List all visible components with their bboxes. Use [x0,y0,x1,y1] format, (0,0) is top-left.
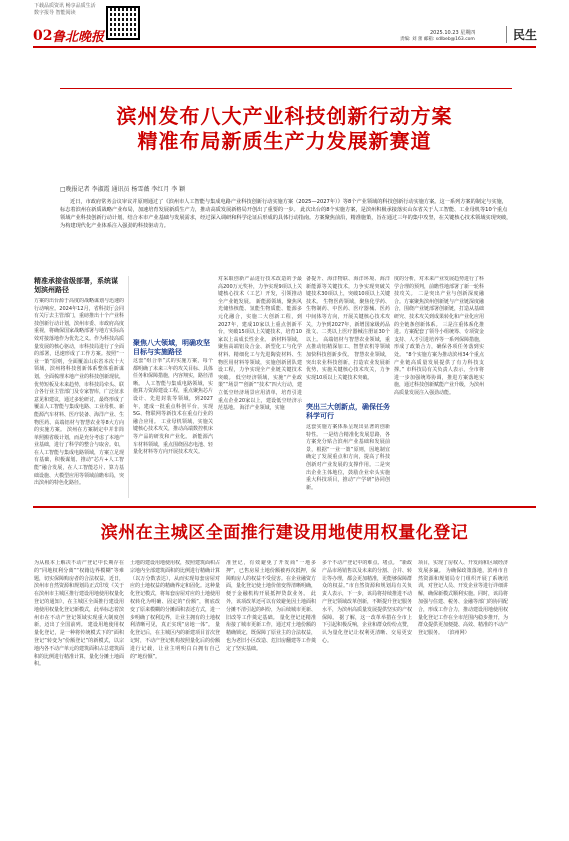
column-divider [128,276,129,498]
article1-subhead-2: 聚焦八大领域，明确攻坚目标与实施路径 [133,338,210,356]
header-rule [33,46,536,48]
article2-column-5: 项目，实现了房权人、开发商和区域经济发展多赢。 为确保政策落地，滨州市自然资源和规划局专门组织开展了系统培训，对登记人员、开发企业等进行详细讲解，确保新模式顺利实施。同时，该局将加强与住建、税务、金融等部门的协同配合，形成工作合力，推动建设用地使用权量化登记工作在全市范围内稳步推开，为群众提供更加便捷、高效、精准的不动产登记服务。 （滨州网） [418,560,508,637]
article1-column-4: 备提升、海洋物联、海洋环境、海洋新能源等关键技术，力争实现突破关键技术30项以上，突破10项以上关键技术。 生物医药领域，聚焦化学药、生物制药、中医药、医疗器械、医药中间体等方向，开展关键核心技术攻关，力争到2027年，新增国家级药品批文、二类以上医疗器械注册证30个以上。 高端铝材与智慧农业领域，重点推动铝精深加工、智慧农机等领域加快科技创新步伐。 智慧农业领域，突出农业科技创新，打造农业发展新优势，实施关键核心技术攻关，力争实现10项以上关键技术突破。 [306,276,390,381]
article2-column-2: 土地的建设用地使用权，按照建筑面积占宗地内全部建筑面积的比例进行精确计算（以万分数表达），从而实现每套房屋对应的土地权益的精确界定和固化。这种量化登记模式，将每套房屋对应的土地使用权转化为明确、固定的“份额”，彻底改变了原来模糊的分摊面积表述方式，进一步明确了权利边界，让业主拥有的土地权利清晰可见，真正实现“房地一体”。 量化登记后，在主城区内的新建项目首次登记时，不动产登记机构按照量化后的份额进行记载，让业主明明白白拥有自己的“地份额”。 [130,560,220,660]
article1-title-line2: 精准布局新质生产力发展新赛道 [137,129,432,153]
article1-column-5: 度的分析，对未来产业发展趋势进行了科学合理的预判，前瞻性地部署了新一轮科技攻关。 二是突出产业与创新深度融合。方案聚焦滨州创新链与产业链深度融合，围绕产业链部署创新链，打造从基础研究、技术攻关到成果转化和产业化应用的全链条创新体系。 三是注重体系化推进。方案配套了领导小组统筹、专项资金支持、人才引进培养等一系列保障措施，形成了政策合力，确保各项任务落到实处。 “8个实施方案为推动滨州34个重点产业链高质量发展提供了有力科技支撑。” 市科技局有关负责人表示，全市将进一步加强统筹协调，推进方案落地实施，通过科技创新赋能产业升级，为滨州高质量发展注入强劲动能。 [394,276,484,396]
qr-code-icon [106,6,140,40]
article1-byline: □晚报记者 李淑霞 通讯员 杨雪薇 李红月 李 颖 [60,186,186,193]
article1-column-1: 方案的出台源于高度的战略谋划与迅速的行动响应。2024年12月，省科技厅会同有关厅去主管部门，重磅推出十个产业科技创新行动计划，滨州市委、市政府高度重视，将确保国家战略部署与地方实际高效对接落地作为优先之义。作为科技高质量发展的核心驱动，市科技局进行了全面的部署，迅速形成了工作方案。按照“一业一策”原则，全面覆盖山东省本次十大领域，滨州将科技创新体系整体重新谋划，全面梳理本地产业的科技创新现状，优势短板及未来趋势，市科技局牵头、联合各行业主管部门及专家智库，广泛征求意见和建议，通过多轮研讨，最终形成了覆盖人工智能与集成电路、工业母机、新能源汽车材料、医疗装备、海洋产业、生物医药、高端铝材与智慧农业等8大方向的实施方案。 滨州在方案制定中并非简单照搬省级计划，而是充分考虑了本地产业基础，进行了科学的整合与取舍。如，在人工智能与集成电路领域，方案立足现有基础，积极谋划、推动“芯片+人工智能”融合发展，在人工智能芯片、算力基础设施、大模型应用等领域前瞻布局，突出滨州的特色化路径。 [34,298,124,487]
article1-subhead-1: 精准承接省级部署，系统谋划滨州路径 [34,276,118,294]
article1-subhead-3: 突出三大创新点，确保任务科学可行 [306,402,390,420]
article1-title-line1: 滨州发布八大产业科技创新行动方案 [116,104,453,128]
section-name: 民生 [506,26,537,43]
article1-top-rule [60,88,512,89]
article1-column-2: 这套“组合拳”式的实施方案，每个都明确了未来三年的攻关目标、具体任务和保障措施，内容翔实，路径清晰。 人工智能与集成电路领域，实施算力资源建设工程，重点聚焦芯片设计、先进封装等领域，到2027年，建成一批重点科创平台，实现5G、物联网等新技术在重点行业的融合应用。 工业母机领域，实施关键核心技术攻关，推动高端数控机床等产品的研发和产业化。 新能源汽车材料领域，重点围绕固态电池、轻量化材料等方向开展技术攻关。 [133,358,213,456]
header-tagline [34,3,96,17]
page-header [0,0,569,50]
page-number: 02 [33,28,53,44]
article2-column-1: 为从根本上解决不动产登记中长期存在的“同地权利分离”“权籍边界模糊”等难题，切实保障购房者的合法权益，近日，滨州市自然资源和规划局正式印发《关于在滨州市主城区推行建设用地使用权量化登记的通知》，在主城区全面推行建设用地使用权量化登记新模式，此举标志着滨州市在不动产登记领域实现重大制度创新，迈出了全国前列。 建设用地使用权量化登记，是一种将传统模式下的“面积登记”转变为“份额登记”的新模式，以宗地内各不动产单元的建筑面积占总建筑面积的比例进行精准计算，量化分摊土地面积。 [34,560,124,668]
header-note-1: 下载品质资讯 畅享品质生活 [34,3,96,9]
article1-column-4b: 这套实施方案体系呈现出显著的创新特性。 一是结合精准化发展思路，各方案充分贴合滨州产业基础和发展前景，根据“一业一策”原则，因地制宜确定了发展重点和方向，提高了科技创新对产业发展的支撑作用。二是突出企业主体地位，鼓励企业牵头实施重大科技项目，推动“产学研”协同创新。 [306,424,390,491]
article1-column-3: 对采取创新产品进行技术改造的予最高200万元奖补，力争实现9项以上关键核心技术（工艺）开发，引领推动全产业链发展。 新能源领域，聚焦风光储热核能、氢能生物质能、能源多元化融合，实施二大创新工程，到2027年，建成10家以上重点创新平台，突破15项以上关键技术，培育10家以上高成长性企业。 新材料领域，聚焦高端铝及合金、新型化工与化学材料、精细化工与先进陶瓷材料、生物医用材料等领域，实施创新团队建设工程，力争实现全产业链关键技术突破。 低空经济领域，实施“产业政策”“场景”“创新”“技术”四大行动，建立低空经济场景应用清单，培育引进重点企业20家以上，建设低空经济示范基地。 海洋产业领域，实施 [218,276,302,412]
article2-column-3: 准登记，有效避免了开发商“一地多押”，已售房屋土地份额被再次抵押，保障购房人的权益不受侵害。在企业融资方面，量化登记使土地价值变得清晰明确，便于金融机构开展抵押贷款业务。 此外，该项改革还可以有效避免因土地面积分摊不清引起的纠纷，为后续城市更新、旧改等工作奠定基础。 量化登记还精准衔接了城市更新工作，通过对土地份额的精确锁定，既保障了原业主的合法权益，也为老旧小区改造、危旧房翻建等工作奠定了坚实基础。 [226,560,316,652]
newspaper-logo: 鲁北晚报 [52,30,105,45]
article2-column-4: 多个不动产登记中的难点、堵点。 “新政产品市场销售以及未来的分割、合并、转让等办理，都会更加精准，更能够保障群众的权益。”市自然资源和规划局有关负责人表示，下一步，该局将持续推进不动产登记领域改革创新，不断提升登记服务水平，为滨州高质量发展提供坚实的产权保障。 据了解，这一改革举措在全市上下引起积极反响，企业和群众纷纷点赞，认为量化登记让权利更清晰、交易更安心。 [322,560,412,644]
header-note-2: 数字报导 智能阅读 [34,10,76,16]
issue-date: 2025.10.23 星期四 [430,30,476,36]
section-divider [33,506,536,508]
editor-line: 责编: 刘 蕾 邮箱: sdlbeb@163.com [400,37,475,42]
article2-title: 滨州在主城区全面推行建设用地使用权量化登记 [100,523,469,543]
article1-lead: 近日，市政府常务会议审议并原则通过了《滨州市人工智能与集成电路产业科技创新行动实施方案（2025—2027年）》等8个产业领域的科技创新行动实施方案。这一系列方案的制定与实施，标志着滨州在新质战略产业布局，加速培育发展新质生产力，推动高质发展新格局开创出了重要的一步。 此次出台的8个实施方案，是滨州积极承接落实山东省关于人工智能、工业母机等10个重点领域产业科技创新行动计划，结合本市产业基础与发展需求，经过深入调研和科学论证后形成的具体行动指南。方案聚焦前沿，精准施策，旨在通过三年的集中攻坚，在关键核心技术领域实现突破，为构建现代化产业体系注入强劲的科技驱动力。 [60,199,512,229]
